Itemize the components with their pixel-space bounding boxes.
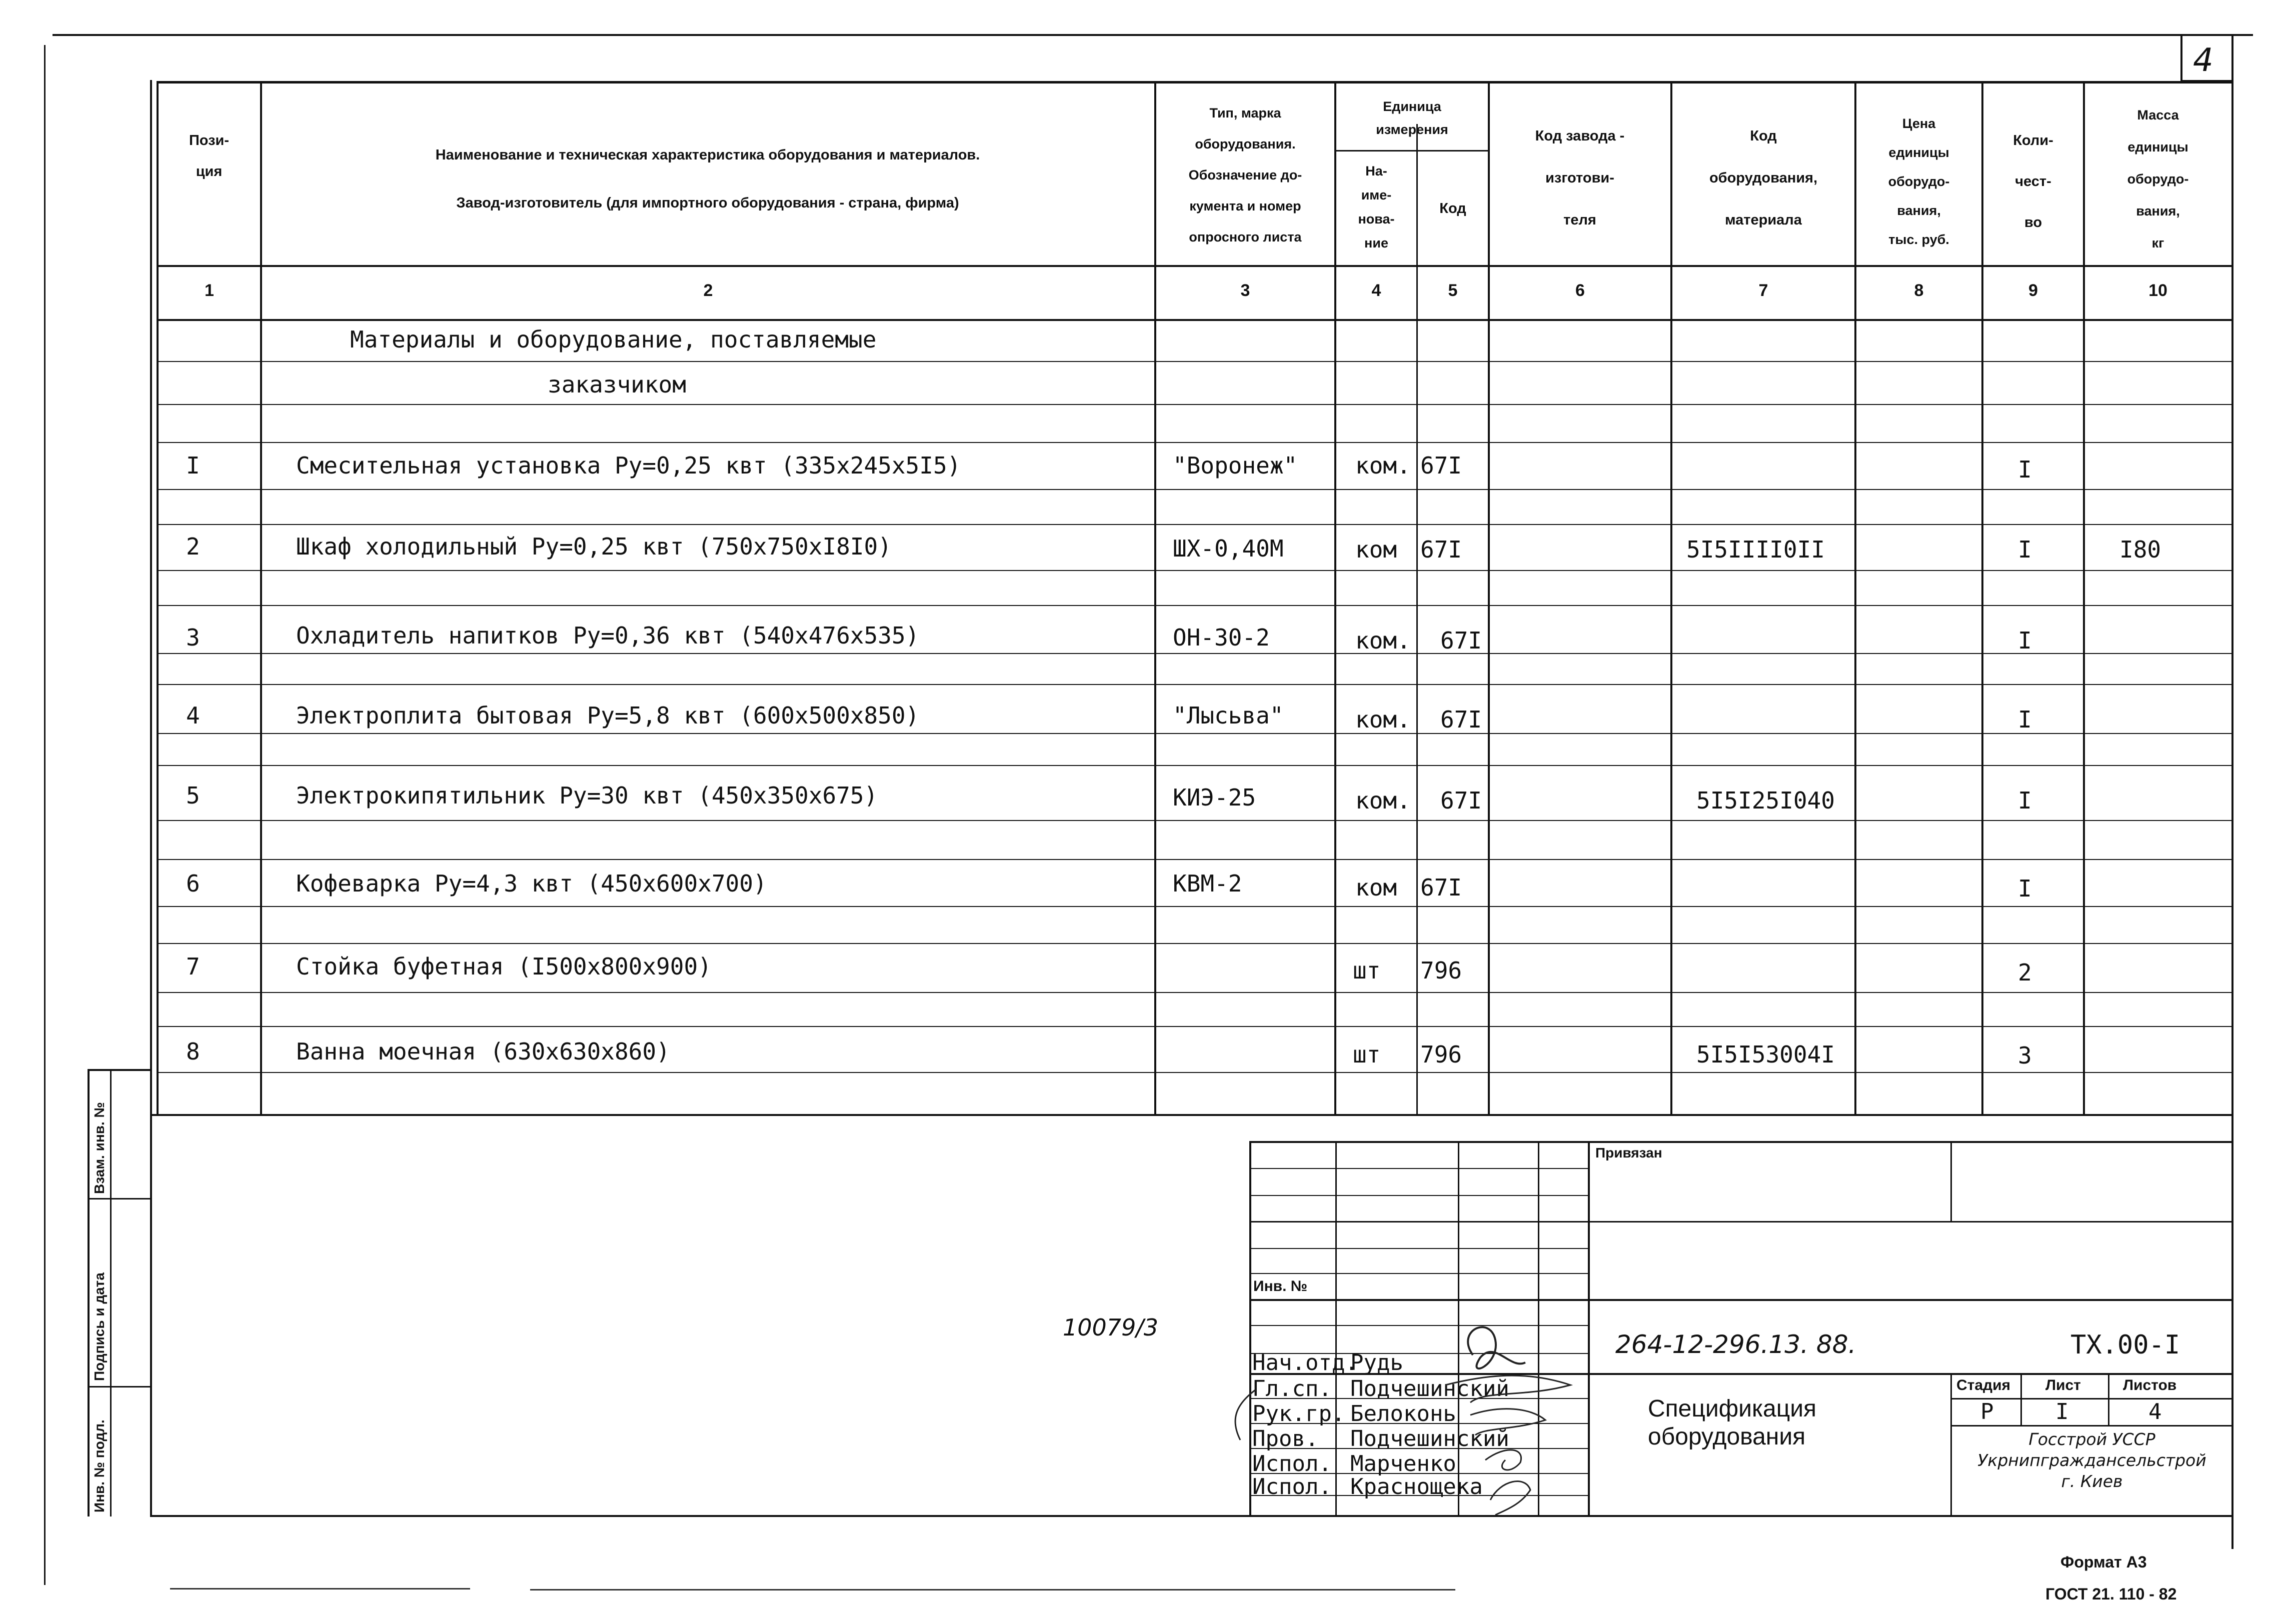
cell-qty: I <box>2018 706 2032 733</box>
row-line <box>157 820 2232 821</box>
cell-mass: I80 <box>2119 536 2161 563</box>
cell-type: КИЭ-25 <box>1173 784 1256 811</box>
sheet-box-left <box>2180 34 2182 82</box>
cell-type: "Воронеж" <box>1173 452 1298 479</box>
col-num-1: 1 <box>205 281 214 300</box>
table-bottom <box>150 1114 2233 1116</box>
cell-unit: шт <box>1353 1041 1381 1068</box>
tb-row-e <box>1249 1273 1589 1274</box>
side-box-left <box>88 1069 90 1516</box>
row-line <box>157 906 2232 907</box>
frame-bottom <box>150 1515 2233 1517</box>
tb-col1 <box>1335 1141 1337 1516</box>
cell-code: 67I <box>1440 627 1482 654</box>
signer-name: Марченко <box>1350 1451 1456 1476</box>
signer-role: Испол. <box>1252 1451 1332 1476</box>
gost-label: ГОСТ 21. 110 - 82 <box>2045 1585 2177 1603</box>
archive-number: 10079/3 <box>1063 1314 1159 1341</box>
tb-row-f <box>1249 1299 2233 1301</box>
cell-name: Кофеварка Ру=4,3 квт (450х600х700) <box>296 870 767 897</box>
tb-row-a <box>1249 1168 1589 1169</box>
row-line <box>157 859 2232 860</box>
side-box-mid <box>110 1069 112 1516</box>
cell-unit: ком. <box>1355 787 1411 814</box>
col-num-3: 3 <box>1240 281 1250 300</box>
cell-unit: ком. <box>1355 452 1411 479</box>
frame-left <box>150 80 152 1516</box>
tb-stage-col1 <box>2020 1373 2022 1426</box>
hdr-type: Тип, марка оборудования. Обозначение до- кумента и номер опросного листа <box>1188 106 1302 244</box>
hdr-unit: Единица измерения <box>1376 99 1448 137</box>
hdr-quantity: Коли- чест- во <box>2013 132 2053 230</box>
tb-left <box>1249 1141 1251 1516</box>
signer-name: Рудь <box>1350 1350 1403 1376</box>
signer-name: Подчешинский <box>1350 1426 1509 1452</box>
tb-stage-col2 <box>2108 1373 2109 1426</box>
cell-unit: ком. <box>1355 627 1411 654</box>
hdr-material-code: Код оборудования, материала <box>1709 128 1818 228</box>
cell-pos: 4 <box>186 702 200 729</box>
cell-qty: I <box>2018 456 2032 483</box>
cell-unit: шт <box>1353 957 1381 984</box>
row-line <box>157 442 2232 443</box>
side-box-top <box>88 1069 152 1071</box>
signer-name: Подчешинский <box>1350 1376 1509 1402</box>
tb-sheet: I <box>2055 1399 2069 1424</box>
signer-role: Гл.сп. <box>1252 1376 1332 1402</box>
cell-pos: 2 <box>186 533 200 560</box>
cell-code: 796 <box>1420 957 1462 984</box>
row-line <box>157 404 2232 405</box>
cell-pos: 7 <box>186 953 200 980</box>
cell-pos: 8 <box>186 1038 200 1065</box>
signer-role: Нач.отд. <box>1252 1350 1358 1376</box>
signer-role: Испол. <box>1252 1474 1332 1500</box>
tb-inv-no: Инв. № <box>1253 1278 1308 1294</box>
tb-doc-number: 264-12-296.13. 88. <box>1615 1330 1856 1359</box>
cell-qty: I <box>2018 787 2032 814</box>
row-line <box>157 361 2232 362</box>
tb-title: Спецификация оборудования <box>1648 1396 1817 1450</box>
cell-pos: 5 <box>186 782 200 809</box>
cell-code: 67I <box>1440 787 1482 814</box>
cell-unit: ком <box>1355 536 1397 563</box>
cell-qty: 3 <box>2018 1042 2032 1069</box>
cell-pos: 6 <box>186 870 200 897</box>
cell-material: 5I5IIII0II <box>1686 536 1825 563</box>
hdr-price: Цена единицы оборудо- вания, тыс. руб. <box>1888 116 1950 247</box>
tb-row-d <box>1249 1248 1589 1249</box>
cell-code: 67I <box>1420 452 1462 479</box>
row-line <box>157 765 2232 766</box>
side-div-2 <box>88 1386 152 1388</box>
cell-name: Ванна моечная (630х630х860) <box>296 1038 670 1065</box>
cell-type: "Лысьва" <box>1173 702 1284 729</box>
frame-top <box>53 34 2253 36</box>
tb-top <box>1249 1141 2233 1143</box>
signer-name: Краснощека <box>1350 1474 1483 1500</box>
cell-name: Электрокипятильник Ру=30 квт (450х350х675) <box>296 782 878 809</box>
col-num-7: 7 <box>1758 281 1768 300</box>
frame-right <box>2231 34 2233 1549</box>
cell-pos: 3 <box>186 624 200 651</box>
cell-type: ШХ-0,40М <box>1173 535 1284 562</box>
section-title: заказчиком <box>548 371 686 398</box>
table-top <box>157 81 2232 84</box>
cell-qty: I <box>2018 875 2032 902</box>
col-num-9: 9 <box>2028 281 2038 300</box>
tb-sheet-label: Лист <box>2045 1377 2081 1394</box>
row-line <box>157 489 2232 490</box>
row-line <box>157 605 2232 606</box>
cell-qty: I <box>2018 536 2032 563</box>
col-line-1 <box>260 81 262 1116</box>
row-line <box>157 943 2232 944</box>
signer-name: Белоконь <box>1350 1401 1456 1426</box>
col-num-6: 6 <box>1575 281 1585 300</box>
bottom-margin-line <box>170 1588 470 1590</box>
tb-col5 <box>1950 1141 1952 1221</box>
signature-scribbles <box>1425 1310 1590 1520</box>
unit-header-divider <box>1334 150 1489 152</box>
col-num-5: 5 <box>1448 281 1458 300</box>
table-header-bottom <box>157 265 2232 267</box>
tb-privyazan: Привязан <box>1595 1145 1662 1160</box>
cell-unit: ком. <box>1355 706 1411 733</box>
cell-pos: I <box>186 452 200 479</box>
cell-name: Электроплита бытовая Ру=5,8 квт (600х500х850) <box>296 702 920 729</box>
side-label-sign: Подпись и дата <box>92 1272 107 1381</box>
cell-name: Шкаф холодильный Ру=0,25 квт (750х750хI8I0) <box>296 533 892 560</box>
hdr-unit-name: На- име- нова- ние <box>1358 164 1395 250</box>
col-num-10: 10 <box>2148 281 2167 300</box>
cell-code: 67I <box>1420 536 1462 563</box>
cell-qty: 2 <box>2018 959 2032 986</box>
hdr-factory-code: Код завода - изготови- теля <box>1535 128 1625 228</box>
row-line <box>157 1072 2232 1073</box>
format-label: Формат А3 <box>2060 1553 2147 1571</box>
tb-stage-label: Стадия <box>1956 1377 2011 1394</box>
hdr-name: Наименование и техническая характеристика оборудования и материалов. Завод-изготовитель (для импортного оборудования - страна, фирма) <box>435 147 980 211</box>
row-line <box>157 524 2232 525</box>
bottom-margin-line <box>530 1589 1455 1590</box>
hdr-unit-code: Код <box>1439 200 1466 216</box>
outer-left-line <box>44 45 46 1585</box>
row-line <box>157 733 2232 734</box>
tb-row-b <box>1249 1195 1589 1196</box>
col-num-8: 8 <box>1914 281 1924 300</box>
cell-code: 67I <box>1420 874 1462 901</box>
cell-name: Охладитель напитков Ру=0,36 квт (540х476х535) <box>296 622 920 649</box>
row-line <box>157 1026 2232 1027</box>
tb-sheets-label: Листов <box>2123 1377 2177 1394</box>
row-line <box>157 684 2232 685</box>
side-div-1 <box>88 1198 152 1200</box>
hdr-position: Пози- ция <box>189 132 230 180</box>
cell-type: ОН-30-2 <box>1173 624 1270 651</box>
cell-unit: ком <box>1355 874 1397 901</box>
side-label-replace: Взам. инв. № <box>92 1102 107 1194</box>
cell-material: 5I5I25I040 <box>1696 787 1835 814</box>
row-line <box>157 653 2232 654</box>
tb-doc-code: ТХ.00-I <box>2070 1330 2180 1360</box>
cell-material: 5I5I53004I <box>1696 1041 1835 1068</box>
col-line-0 <box>157 81 159 1116</box>
side-label-inv: Инв. № подл. <box>92 1420 107 1512</box>
tb-row-c <box>1249 1221 2233 1222</box>
signature-mark <box>1220 1385 1260 1445</box>
cell-code: 796 <box>1420 1041 1462 1068</box>
col-num-2: 2 <box>703 281 713 300</box>
col-num-4: 4 <box>1371 281 1381 300</box>
cell-name: Смесительная установка Ру=0,25 квт (335х245х5I5) <box>296 452 961 479</box>
tb-stage-row2 <box>1950 1425 2233 1426</box>
cell-code: 67I <box>1440 706 1482 733</box>
table-colnum-bottom <box>157 319 2232 321</box>
section-title: Материалы и оборудование, поставляемые <box>350 326 877 353</box>
row-line <box>157 570 2232 571</box>
cell-qty: I <box>2018 627 2032 654</box>
row-line <box>157 992 2232 993</box>
signer-role: Пров. <box>1252 1426 1319 1452</box>
signer-role: Рук.гр. <box>1252 1401 1345 1426</box>
col-line-4 <box>1416 124 1418 1116</box>
cell-name: Стойка буфетная (I500х800х900) <box>296 953 712 980</box>
tb-sheets: 4 <box>2148 1399 2162 1424</box>
tb-org: Госстрой УССР Укрнипгражданcельстрой г. Киев <box>1977 1430 2206 1491</box>
tb-stage: Р <box>1980 1399 1994 1424</box>
cell-type: КВМ-2 <box>1173 870 1242 897</box>
sheet-number: 4 <box>2193 42 2213 79</box>
hdr-mass: Масса единицы оборудо- вания, кг <box>2127 108 2189 250</box>
